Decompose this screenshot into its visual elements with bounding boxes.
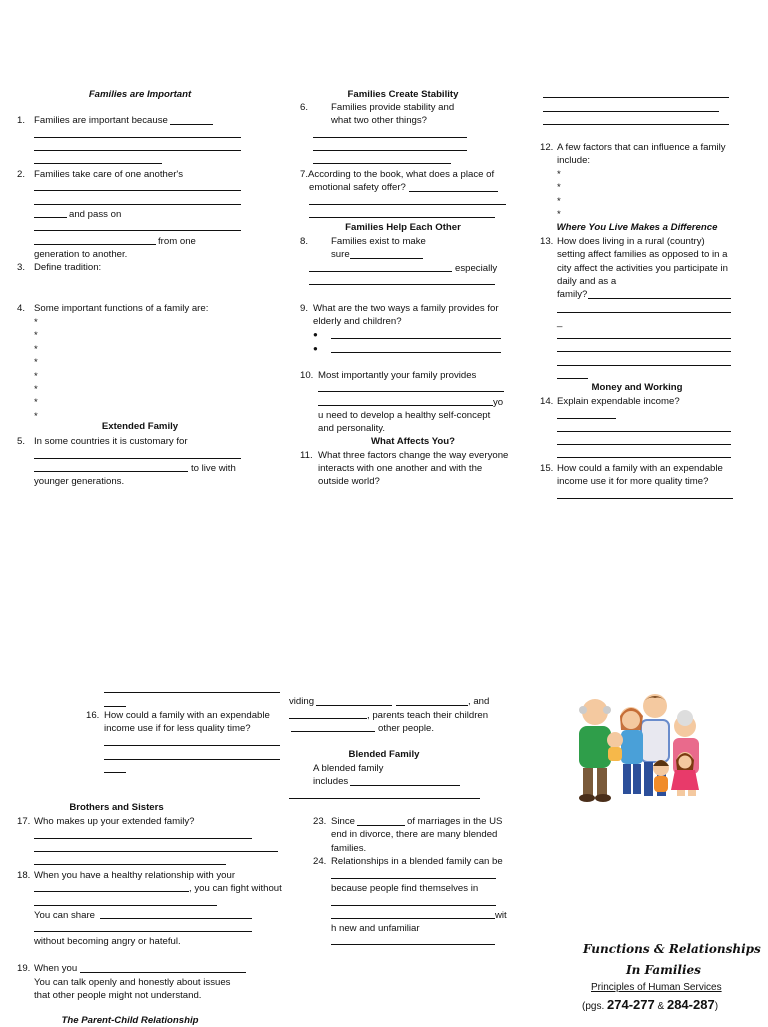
question-5-younger: younger generations. xyxy=(34,476,125,487)
question-2-and-pass: and pass on xyxy=(69,209,122,220)
section-heading-money: Money and Working xyxy=(591,382,683,393)
underscore: _ xyxy=(557,317,563,328)
question-number: 14. xyxy=(540,396,554,407)
answer-line[interactable] xyxy=(543,111,719,112)
question-6-line2: what two other things? xyxy=(331,115,427,126)
question-number: 10. xyxy=(300,370,314,381)
answer-line[interactable] xyxy=(557,338,731,339)
answer-line[interactable] xyxy=(289,798,480,799)
question-11-line3: outside world? xyxy=(318,476,380,487)
question-13-line4: daily and as a xyxy=(557,276,617,287)
question-7-line1: 7.According to the book, what does a place of xyxy=(300,169,495,180)
question-number: 5. xyxy=(17,436,26,447)
question-19-line3: that other people might not understand. xyxy=(34,990,202,1001)
section-heading-brothers-sisters: Brothers and Sisters xyxy=(69,802,164,813)
answer-line[interactable] xyxy=(331,338,501,339)
answer-line[interactable] xyxy=(104,706,126,707)
answer-line[interactable] xyxy=(34,905,217,906)
question-12-line1: A few factors that can influence a family xyxy=(557,142,726,153)
bullet-item: * xyxy=(34,410,38,422)
section-heading-where-you-live: Where You Live Makes a Difference xyxy=(556,222,718,233)
answer-line[interactable] xyxy=(34,244,156,245)
question-3-text: Define tradition: xyxy=(34,262,102,273)
blended-line1: A blended family xyxy=(313,763,384,774)
factor-bullets xyxy=(557,168,561,222)
question-23-line2: end in divorce, there are many blended xyxy=(331,829,498,840)
question-8-line2: sure xyxy=(331,249,350,260)
question-number: 8. xyxy=(300,236,309,247)
answer-line[interactable] xyxy=(331,905,496,906)
viding-text: viding xyxy=(289,696,315,707)
question-18-share: You can share xyxy=(34,910,95,921)
answer-line[interactable] xyxy=(557,378,588,379)
question-13-line3: city affect the activities you participate in xyxy=(557,263,728,274)
answer-line[interactable] xyxy=(331,918,495,919)
question-13-line5: family? xyxy=(557,289,588,300)
answer-line[interactable] xyxy=(309,284,495,285)
section-heading-families-important: Families are Important xyxy=(88,89,192,100)
question-18-fight: , you can fight without xyxy=(189,883,282,894)
question-23-since: Since xyxy=(331,816,355,827)
bullet-item: * xyxy=(34,317,38,328)
answer-line[interactable] xyxy=(557,444,731,445)
answer-line[interactable] xyxy=(313,163,451,164)
answer-line[interactable] xyxy=(396,705,468,706)
grandpa-figure xyxy=(579,699,611,802)
answer-line[interactable] xyxy=(350,258,423,259)
bullet-item: * xyxy=(34,330,38,342)
bullet-item: * xyxy=(34,397,38,409)
question-number: 16. xyxy=(86,710,100,721)
answer-line[interactable] xyxy=(34,217,67,218)
section-heading-help: Families Help Each Other xyxy=(345,222,461,233)
question-23-rest: of marriages in the US xyxy=(407,816,503,827)
question-number: 2. xyxy=(17,169,26,180)
other-people-text: other people. xyxy=(378,723,435,734)
pages-suffix: ) xyxy=(714,1001,719,1012)
question-15-line1: How could a family with an expendable xyxy=(557,463,723,474)
question-23-line3: families. xyxy=(331,843,367,854)
question-number: 19. xyxy=(17,963,31,974)
answer-line[interactable] xyxy=(557,418,616,419)
answer-line[interactable] xyxy=(100,918,252,919)
answer-line[interactable] xyxy=(104,759,280,760)
answer-line[interactable] xyxy=(557,312,731,313)
question-15-line2: income use it for more quality time? xyxy=(557,476,709,487)
question-number: 18. xyxy=(17,870,31,881)
question-2-generation: generation to another. xyxy=(34,249,128,260)
bullet-item: * xyxy=(557,182,561,194)
answer-line[interactable] xyxy=(34,864,226,865)
cover-title-line2: In Families xyxy=(626,963,701,977)
answer-line[interactable] xyxy=(34,471,188,472)
question-18-line1: When you have a healthy relationship with your xyxy=(34,870,236,881)
answer-line[interactable] xyxy=(543,97,729,98)
question-number: 6. xyxy=(300,102,309,113)
answer-line[interactable] xyxy=(331,878,496,879)
answer-line[interactable] xyxy=(313,137,467,138)
question-number: 1. xyxy=(17,115,26,126)
question-1-text: Families are important because xyxy=(34,115,168,126)
section-heading-extended-family: Extended Family xyxy=(101,421,179,432)
family-cartoon-illustration xyxy=(565,690,711,805)
answer-line[interactable] xyxy=(34,851,278,852)
question-10-line4: and personality. xyxy=(318,423,386,434)
question-18-without: without becoming angry or hateful. xyxy=(34,936,181,947)
answer-line[interactable] xyxy=(350,785,460,786)
question-10-line3: u need to develop a healthy self-concept xyxy=(318,410,491,421)
question-17-text: Who makes up your extended family? xyxy=(34,816,195,827)
answer-line[interactable] xyxy=(557,457,731,458)
answer-line[interactable] xyxy=(543,124,729,125)
bullet-item: * xyxy=(34,357,38,369)
bullet-dot: ● xyxy=(313,330,318,339)
answer-line[interactable] xyxy=(557,365,731,366)
question-11-line2: interacts with one another and with the xyxy=(318,463,483,474)
answer-line[interactable] xyxy=(34,230,241,231)
question-16-line2: income use if for less quality time? xyxy=(104,723,251,734)
question-number: 17. xyxy=(17,816,31,827)
answer-line[interactable] xyxy=(588,298,731,299)
answer-line[interactable] xyxy=(34,204,241,205)
question-number: 23. xyxy=(313,816,327,827)
section-heading-parent-child: The Parent-Child Relationship xyxy=(61,1015,199,1026)
question-number: 11. xyxy=(300,450,313,461)
cover-subtitle: Principles of Human Services xyxy=(591,982,722,993)
mom-figure xyxy=(607,707,643,794)
answer-line[interactable] xyxy=(104,772,126,773)
blended-line2: includes xyxy=(313,776,349,787)
answer-line[interactable] xyxy=(331,944,495,945)
bullet-item: * xyxy=(557,195,561,207)
answer-line[interactable] xyxy=(309,271,452,272)
answer-line[interactable] xyxy=(357,825,405,826)
pages-amp: & xyxy=(657,1001,665,1012)
answer-line[interactable] xyxy=(318,405,493,406)
cover-pages xyxy=(582,997,718,1015)
answer-line[interactable] xyxy=(316,705,392,706)
bullet-item: * xyxy=(34,343,38,355)
answer-line[interactable] xyxy=(34,137,241,138)
section-heading-affects: What Affects You? xyxy=(370,436,456,447)
question-2-text: Families take care of one another's xyxy=(34,169,184,180)
answer-line[interactable] xyxy=(34,163,162,164)
answer-line[interactable] xyxy=(331,352,501,353)
answer-line[interactable] xyxy=(34,891,189,892)
question-12-line2: include: xyxy=(557,155,591,166)
answer-line[interactable] xyxy=(104,692,280,693)
pages-range-b: 284-287 xyxy=(666,997,715,1012)
answer-line[interactable] xyxy=(557,431,731,432)
bullet-item: * xyxy=(34,370,38,382)
function-bullets xyxy=(34,316,38,423)
bullet-item: * xyxy=(34,384,38,396)
answer-line[interactable] xyxy=(80,972,246,973)
question-19-line2: You can talk openly and honestly about issues xyxy=(34,977,231,988)
answer-line[interactable] xyxy=(291,731,375,732)
pages-range-a: 274-277 xyxy=(607,997,655,1012)
answer-line[interactable] xyxy=(34,458,241,459)
question-8-especially: especially xyxy=(455,263,498,274)
answer-line[interactable] xyxy=(104,745,280,746)
question-11-line1: What three factors change the way everyone xyxy=(318,450,509,461)
question-2-from-one: from one xyxy=(158,236,196,247)
question-number: 4. xyxy=(17,303,26,314)
bullet-dot: ● xyxy=(313,344,318,353)
answer-line[interactable] xyxy=(309,204,506,205)
answer-line[interactable] xyxy=(409,191,498,192)
question-5-to-live: to live with xyxy=(191,463,236,474)
question-number: 15. xyxy=(540,463,554,474)
question-number: 3. xyxy=(17,262,26,273)
answer-line[interactable] xyxy=(318,391,504,392)
question-9-line1: What are the two ways a family provides for xyxy=(313,303,499,314)
cover-title-line1: Functions & Relationships xyxy=(583,942,761,956)
question-10-yo: yo xyxy=(493,397,504,408)
section-heading-blended: Blended Family xyxy=(348,749,420,760)
answer-line[interactable] xyxy=(34,190,241,191)
question-10-line1: Most importantly your family provides xyxy=(318,370,477,381)
question-24-new: h new and unfamiliar xyxy=(331,923,420,934)
question-5-text: In some countries it is customary for xyxy=(34,436,188,447)
section-heading-stability: Families Create Stability xyxy=(347,89,459,100)
answer-line[interactable] xyxy=(313,150,467,151)
question-14-text: Explain expendable income? xyxy=(557,396,680,407)
parents-teach-text: , parents teach their children xyxy=(367,710,489,721)
and-text: , and xyxy=(468,696,490,707)
answer-line[interactable] xyxy=(34,931,252,932)
question-number: 9. xyxy=(300,303,309,314)
question-number: 13. xyxy=(540,236,554,247)
answer-line[interactable] xyxy=(34,150,241,151)
answer-line[interactable] xyxy=(557,351,731,352)
question-13-line2: setting affect families as opposed to in a xyxy=(557,249,728,260)
question-9-line2: elderly and children? xyxy=(313,316,402,327)
pages-prefix: (pgs. xyxy=(582,1001,605,1012)
question-number: 24. xyxy=(313,856,327,867)
bullet-item: * xyxy=(557,169,561,180)
question-7-line2: emotional safety offer? xyxy=(309,182,406,193)
question-4-text: Some important functions of a family are: xyxy=(34,303,209,314)
answer-line[interactable] xyxy=(309,217,495,218)
question-8-line1: Families exist to make xyxy=(331,236,426,247)
answer-line[interactable] xyxy=(170,124,213,125)
question-number: 12. xyxy=(540,142,554,153)
question-6-line1: Families provide stability and xyxy=(331,102,455,113)
answer-line[interactable] xyxy=(34,838,252,839)
bullet-item: * xyxy=(557,209,561,221)
question-24-line1: Relationships in a blended family can be xyxy=(331,856,503,867)
question-19-when: When you xyxy=(34,963,78,974)
question-13-line1: How does living in a rural (country) xyxy=(557,236,705,247)
answer-line[interactable] xyxy=(557,498,733,499)
answer-line[interactable] xyxy=(289,718,367,719)
question-24-because: because people find themselves in xyxy=(331,883,479,894)
question-24-wit: wit xyxy=(495,910,507,921)
question-16-line1: How could a family with an expendable xyxy=(104,710,270,721)
